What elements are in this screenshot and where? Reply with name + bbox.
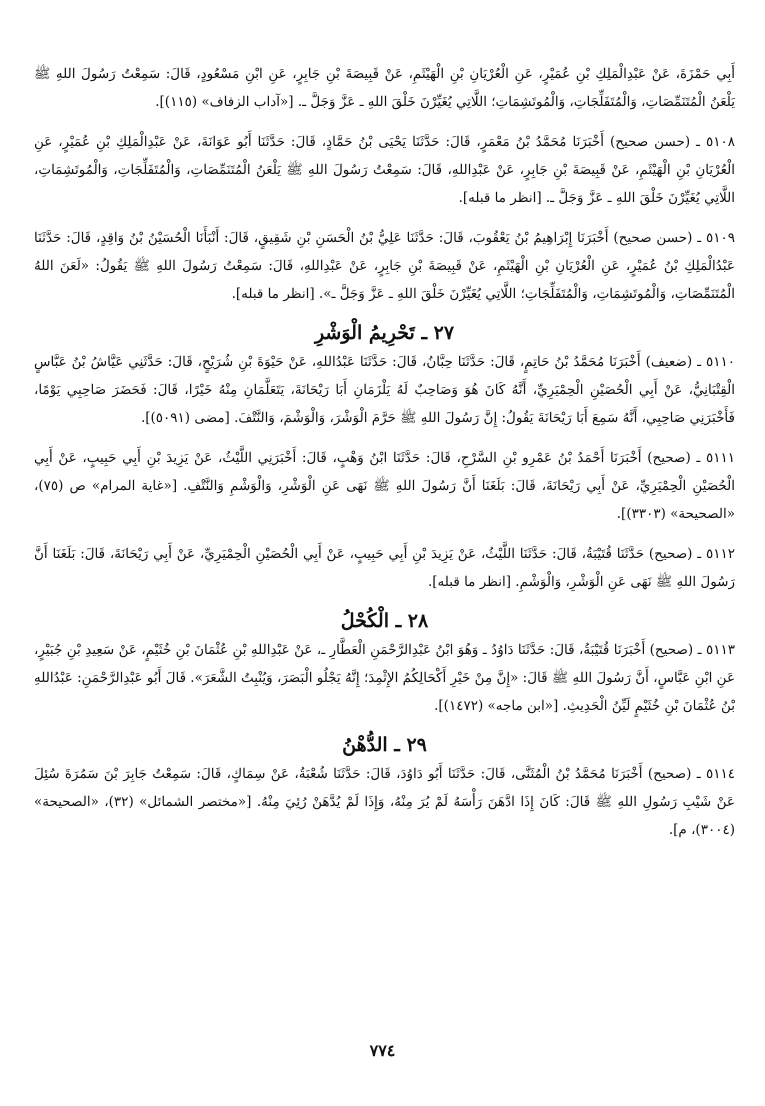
hadith-paragraph: أَبِي حَمْزَةَ، عَنْ عَبْدِالْمَلِكِ بْنِ عُمَيْرٍ، عَنِ الْعُرْيَانِ بْنِ الْهَيْثَمِ، عَنْ قَبِيصَةَ بْنِ جَابِرٍ، عَنِ ابْنِ مَسْعُودٍ، قَالَ: سَمِعْتُ رَسُولَ اللهِ ﷺ يَلْعَنُ الْمُتَنَمِّصَاتِ، وَالْمُتَفَلِّجَاتِ، وَالْمُوتَشِمَاتِ؛ اللَّاتِي يُغَيِّرْنَ خَلْقَ اللهِ ـ عَزَّ وَجَلَّ ـ. [«آداب الزفاف» (١١٥)].: [34, 66, 735, 110]
section-title-29: ٢٩ ـ الدُّهْنُ: [342, 734, 427, 756]
hadith-5111: ٥١١١ ـ (صحيح) أَخْبَرَنَا أَحْمَدُ بْنُ عَمْرِو بْنِ السَّرْحِ، قَالَ: حَدَّثَنَا ابْنُ وَهْبٍ، قَالَ: أَخْبَرَنِي اللَّيْثُ، عَنْ يَزِيدَ بْنِ أَبِي حَبِيبٍ، عَنْ أَبِي الْحُصَيْنِ الْحِمْيَرِيِّ، عَنْ أَبِي رَيْحَانَةَ، قَالَ: بَلَغَنَا أَنَّ رَسُولَ اللهِ ﷺ نَهَى عَنِ الْوَشْرِ، وَالْوَشْمِ وَالنَّتْفِ. [«غاية المرام» ص (٧٥)، «الصحيحة» (٣٣٠٣)].: [34, 450, 735, 522]
hadith-5110: ٥١١٠ ـ (ضعيف) أَخْبَرَنَا مُحَمَّدُ بْنُ حَاتِمٍ، قَالَ: حَدَّثَنَا حِبَّانُ، قَالَ: حَدَّثَنَا عَبْدُاللهِ، عَنْ حَيْوَةَ بْنِ شُرَيْحٍ، قَالَ: حَدَّثَنِي عَيَّاشُ بْنُ عَبَّاسٍ الْقِتْبَانِيُّ، عَنْ أَبِي الْحُصَيْنِ الْحِمْيَرِيِّ، أَنَّهُ كَانَ هُوَ وَصَاحِبٌ لَهُ يَلْزَمَانِ أَبَا رَيْحَانَةَ، يَتَعَلَّمَانِ مِنْهُ خَيْرًا، قَالَ: فَحَضَرَ صَاحِبِي يَوْمًا، فَأَخْبَرَنِي صَاحِبِي، أَنَّهُ سَمِعَ أَبَا رَيْحَانَةَ يَقُولُ: إِنَّ رَسُولَ اللهِ ﷺ حَرَّمَ الْوَشْرَ، وَالْوَشْمَ، وَالنَّتْفَ. [مضى (٥٠٩١)].: [34, 354, 735, 426]
hadith-5113: ٥١١٣ ـ (صحيح) أَخْبَرَنَا قُتَيْبَةُ، قَالَ: حَدَّثَنَا دَاوُدُ ـ وَهُوَ ابْنُ عَبْدِالرَّحْمَنِ الْعَطَّارِ ـ، عَنْ عَبْدِاللهِ بْنِ عُثْمَانَ بْنِ خُثَيْمٍ، عَنْ سَعِيدِ بْنِ جُبَيْرٍ، عَنِ ابْنِ عَبَّاسٍ، أَنَّ رَسُولَ اللهِ ﷺ قَالَ: «إِنَّ مِنْ خَيْرِ أَكْحَالِكُمُ الإِثْمِدَ؛ إِنَّهُ يَجْلُو الْبَصَرَ، وَيُنْبِتُ الشَّعَرَ». قَالَ أَبُو عَبْدِالرَّحْمَنِ: عَبْدُاللهِ بْنُ عُثْمَانَ بْنِ خُثَيْمٍ لَيِّنُ الْحَدِيثِ. [«ابن ماجه» (١٤٧٢)].: [34, 642, 735, 714]
page-number: ٧٧٤: [369, 1041, 396, 1060]
section-title-27: ٢٧ ـ تَحْرِيمُ الْوَشْرِ: [314, 322, 455, 344]
section-title-28: ٢٨ ـ الْكُحْلُ: [340, 610, 429, 632]
hadith-5112: ٥١١٢ ـ (صحيح) حَدَّثَنَا قُتَيْبَةُ، قَالَ: حَدَّثَنَا اللَّيْثُ، عَنْ يَزِيدَ بْنِ أَبِي حَبِيبٍ، عَنْ أَبِي الْحُصَيْنِ الْحِمْيَرِيِّ، عَنْ أَبِي رَيْحَانَةَ، قَالَ: بَلَغَنَا أَنَّ رَسُولَ اللهِ ﷺ نَهَى عَنِ الْوَشْرِ، وَالْوَشْمِ. [انظر ما قبله].: [34, 546, 735, 590]
hadith-5109: ٥١٠٩ ـ (حسن صحيح) أَخْبَرَنَا إِبْرَاهِيمُ بْنُ يَعْقُوبَ، قَالَ: حَدَّثَنَا عَلِيُّ بْنُ الْحَسَنِ بْنِ شَقِيقٍ، قَالَ: أَنْبَأَنَا الْحُسَيْنُ بْنُ وَاقِدٍ، قَالَ: حَدَّثَنَا عَبْدُالْمَلِكِ بْنُ عُمَيْرٍ، عَنِ الْعُرْيَانِ بْنِ الْهَيْثَمِ، عَنْ قَبِيصَةَ بْنِ جَابِرٍ، عَنْ عَبْدِاللهِ، قَالَ: سَمِعْتُ رَسُولَ اللهِ ﷺ يَقُولُ: «لَعَنَ اللهُ الْمُتَنَمِّصَاتِ، وَالْمُوتَشِمَاتِ، وَالْمُتَفَلِّجَاتِ؛ اللَّاتِي يُغَيِّرْنَ خَلْقَ اللهِ ـ عَزَّ وَجَلَّ ـ». [انظر ما قبله].: [34, 230, 735, 302]
hadith-5108: ٥١٠٨ ـ (حسن صحيح) أَخْبَرَنَا مُحَمَّدُ بْنُ مَعْمَرٍ، قَالَ: حَدَّثَنَا يَحْيَى بْنُ حَمَّادٍ، قَالَ: حَدَّثَنَا أَبُو عَوَانَةَ، عَنْ عَبْدِالْمَلِكِ بْنِ عُمَيْرٍ، عَنِ الْعُرْيَانِ بْنِ الْهَيْثَمِ، عَنْ قَبِيصَةَ بْنِ جَابِرٍ، عَنْ عَبْدِاللهِ، قَالَ: سَمِعْتُ رَسُولَ اللهِ ﷺ يَلْعَنُ الْمُتَنَمِّصَاتِ، وَالْمُتَفَلِّجَاتِ، وَالْمُوتَشِمَاتِ، اللَّاتِي يُغَيِّرْنَ خَلْقَ اللهِ ـ عَزَّ وَجَلَّ ـ. [انظر ما قبله].: [34, 134, 735, 206]
hadith-5114: ٥١١٤ ـ (صحيح) أَخْبَرَنَا مُحَمَّدُ بْنُ الْمُثَنَّى، قَالَ: حَدَّثَنَا أَبُو دَاوُدَ، قَالَ: حَدَّثَنَا شُعْبَةُ، عَنْ سِمَاكٍ، قَالَ: سَمِعْتُ جَابِرَ بْنَ سَمُرَةَ سُئِلَ عَنْ شَيْبِ رَسُولِ اللهِ ﷺ قَالَ: كَانَ إِذَا ادَّهَنَ رَأْسَهُ لَمْ يُرَ مِنْهُ، وَإِذَا لَمْ يُدَّهَنْ رُئِيَ مِنْهُ. [«مختصر الشمائل» (٣٢)، «الصحيحة» (٣٠٠٤)، م].: [34, 766, 735, 838]
top-content: [34, 60, 735, 308]
